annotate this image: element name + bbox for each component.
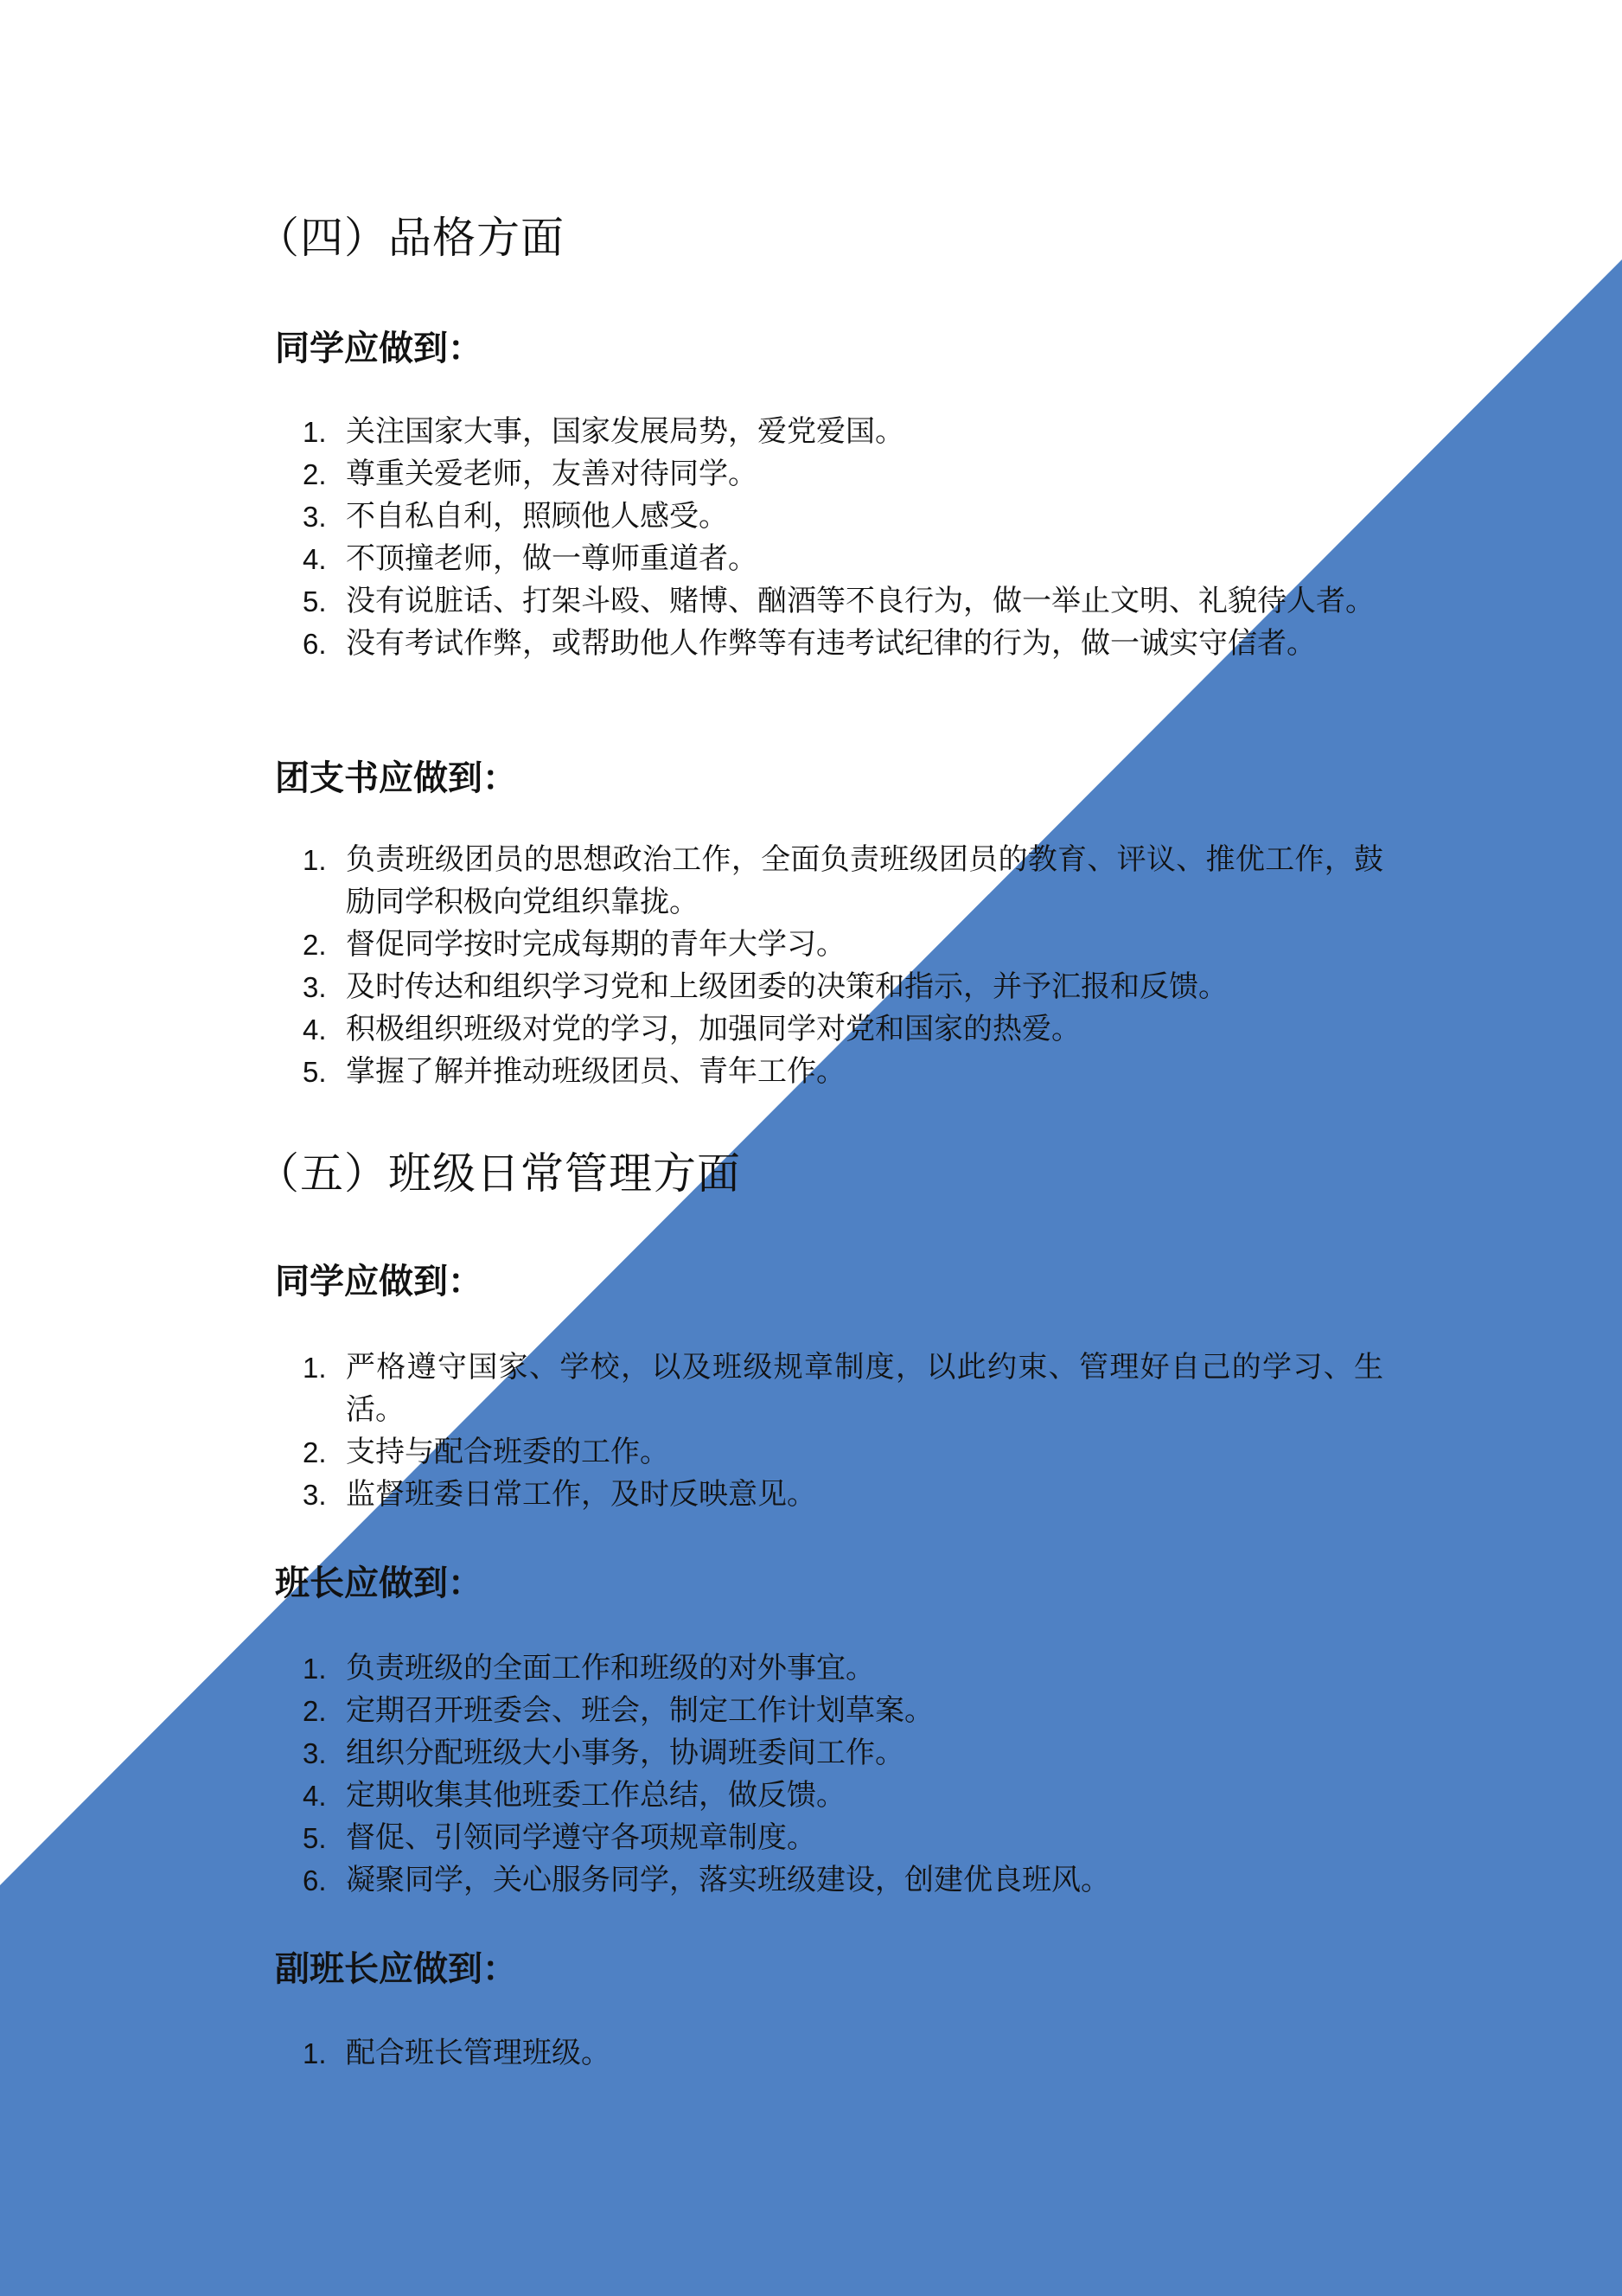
- list-vice-monitor: [303, 2032, 1383, 2075]
- list-item: 6. 凝聚同学，关心服务同学，落实班级建设，创建优良班风。: [303, 1863, 1110, 1897]
- list-league-secretary: [303, 839, 1383, 1093]
- list-item: 3. 不自私自利，照顾他人感受。: [303, 499, 728, 534]
- list-item: 2. 督促同学按时完成每期的青年大学习。: [303, 927, 846, 962]
- heading-vice-monitor: 副班长应做到：: [275, 1948, 517, 1989]
- list-students-character: [303, 411, 1383, 665]
- list-item: 1. 严格遵守国家、学校，以及班级规章制度，以此约束、管理好自己的学习、生活。: [303, 1350, 1383, 1427]
- list-item: 4. 不顶撞老师，做一尊师重道者。: [303, 541, 757, 576]
- section-title-class-management: （五）班级日常管理方面: [256, 1148, 741, 1199]
- list-item: 4. 定期收集其他班委工作总结，做反馈。: [303, 1778, 846, 1813]
- heading-class-monitor: 班长应做到：: [275, 1563, 482, 1603]
- list-item: 2. 尊重关爱老师，友善对待同学。: [303, 457, 757, 491]
- heading-students-character: 同学应做到：: [275, 328, 482, 368]
- list-item: 2. 定期召开班委会、班会，制定工作计划草案。: [303, 1693, 934, 1728]
- list-item: 3. 及时传达和组织学习党和上级团委的决策和指示，并予汇报和反馈。: [303, 969, 1228, 1004]
- list-item: 1. 关注国家大事，国家发展局势，爱党爱国。: [303, 414, 904, 449]
- list-item: 4. 积极组织班级对党的学习，加强同学对党和国家的热爱。: [303, 1012, 1081, 1046]
- list-item: 1. 负责班级团员的思想政治工作，全面负责班级团员的教育、评议、推优工作，鼓励同学积极向党组织靠拢。: [303, 842, 1383, 919]
- list-item: 5. 掌握了解并推动班级团员、青年工作。: [303, 1054, 846, 1089]
- list-item: 6. 没有考试作弊，或帮助他人作弊等有违考试纪律的行为，做一诚实守信者。: [303, 626, 1316, 661]
- list-students-management: [303, 1346, 1383, 1516]
- list-item: 3. 组织分配班级大小事务，协调班委间工作。: [303, 1736, 904, 1770]
- list-item: 1. 负责班级的全面工作和班级的对外事宜。: [303, 1651, 875, 1685]
- list-item: 5. 没有说脏话、打架斗殴、赌博、酗酒等不良行为，做一举止文明、礼貌待人者。: [303, 584, 1375, 618]
- section-title-character: （四）品格方面: [256, 213, 565, 263]
- heading-league-secretary: 团支书应做到：: [275, 758, 517, 798]
- list-item: 2. 支持与配合班委的工作。: [303, 1435, 669, 1469]
- heading-students-management: 同学应做到：: [275, 1261, 482, 1301]
- list-item: 3. 监督班委日常工作，及时反映意见。: [303, 1477, 816, 1512]
- list-class-monitor: [303, 1647, 1383, 1902]
- list-item: 5. 督促、引领同学遵守各项规章制度。: [303, 1820, 816, 1855]
- list-item: 1. 配合班长管理班级。: [303, 2036, 610, 2070]
